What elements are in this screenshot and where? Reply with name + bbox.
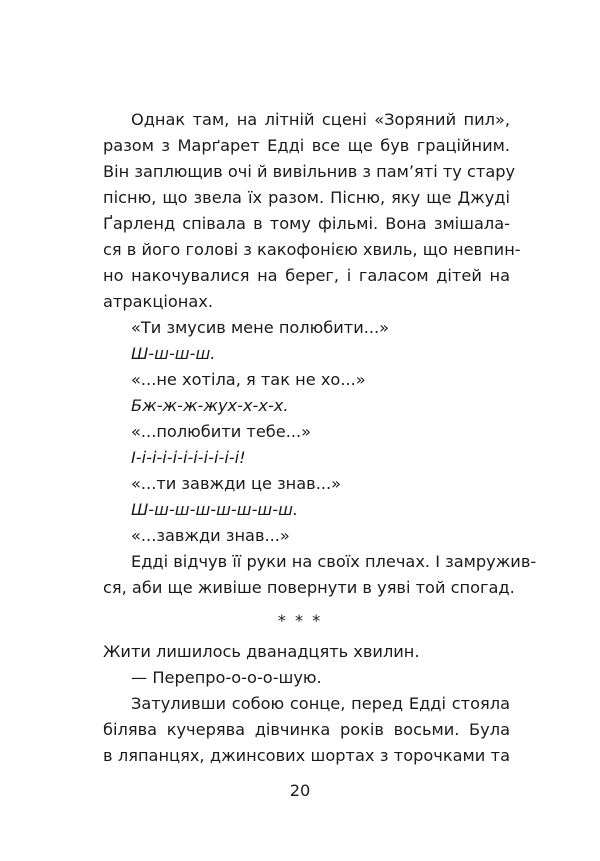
song-line: «...завжди знав...»: [131, 526, 290, 545]
song-line: «...не хотіла, я так не хо...»: [131, 370, 366, 389]
sound-line: Ш-ш-ш-ш-ш-ш-ш-ш.: [131, 500, 299, 519]
sound-line: Ш-ш-ш-ш.: [131, 344, 216, 363]
sound-line: Бж-ж-ж-жух-х-х-х.: [131, 396, 289, 415]
song-line: «...полюбити тебе...»: [131, 422, 312, 441]
text-line: но накочувалися на берег, і галасом дітей на: [103, 266, 510, 285]
page-number: 20: [289, 781, 311, 800]
text-line: Едді відчув її руки на своїх плечах. І замружив-: [131, 552, 537, 571]
text-line: Жити лишилось дванадцять хвилин.: [103, 642, 420, 661]
text-line: ся в його голові з какофонією хвиль, що невпин-: [103, 240, 521, 259]
text-line: білява кучерява дівчинка років восьми. Була: [103, 720, 510, 739]
text-line: Однак там, на літній сцені «Зоряний пил»,: [131, 110, 510, 129]
sound-line: І-і-і-і-і-і-і-і-і-і-і!: [131, 448, 246, 467]
text-line: ся, аби ще живіше повернути в уяві той спогад.: [103, 578, 515, 597]
dialogue-line: — Перепро-о-о-о-шую.: [131, 668, 322, 687]
section-separator: * * *: [277, 611, 323, 630]
song-line: «...ти завжди це знав...»: [131, 474, 342, 493]
text-line: пісню, що звела їх разом. Пісню, яку ще Джуді: [103, 188, 510, 207]
text-line: разом з Марґарет Едді все ще був граційним.: [103, 136, 510, 155]
song-line: «Ти змусив мене полюбити...»: [131, 318, 390, 337]
text-line: Він заплющив очі й вивільнив з пам’яті ту стару: [103, 162, 516, 181]
text-line: в ляпанцях, джинсових шортах з торочками та: [103, 746, 510, 765]
text-line: Ґарленд співала в тому фільмі. Вона змішала-: [103, 214, 510, 233]
text-line: атракціонах.: [103, 292, 213, 311]
text-line: Затуливши собою сонце, перед Едді стояла: [131, 694, 510, 713]
